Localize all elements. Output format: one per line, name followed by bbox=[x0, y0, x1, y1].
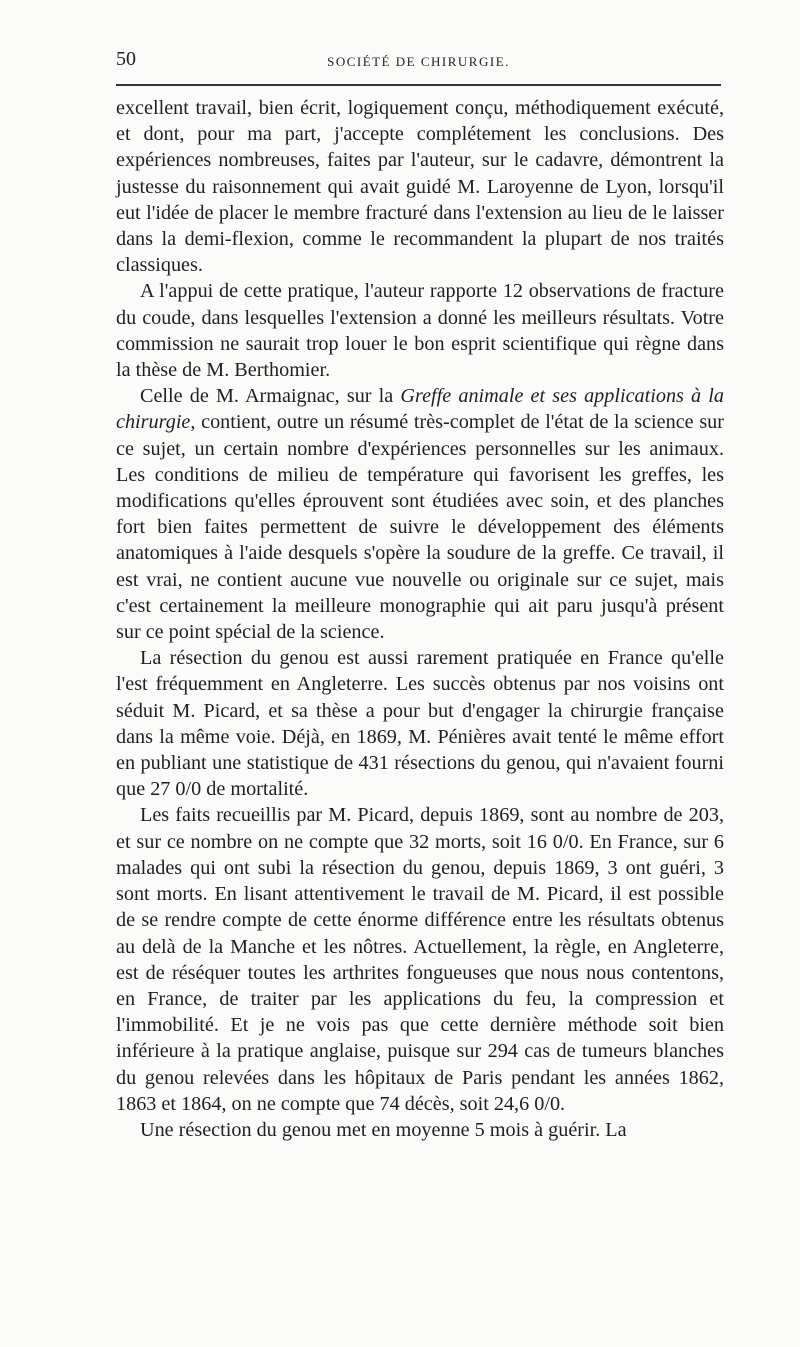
book-title: Greffe animale et ses applications à la chirurgie bbox=[116, 385, 724, 434]
page-number: 50 bbox=[116, 48, 136, 70]
body-text bbox=[116, 95, 724, 1143]
paragraph bbox=[116, 383, 724, 645]
paragraph: Les faits recueillis par M. Picard, depuis 1869, sont au nombre de 203, et sur ce nombre on ne compte que 32 morts, soit 16 0/0. En France, sur 6 malades qui ont subi la résection du genou, depuis 1869, 3 ont guéri, 3 sont morts. En lisant attentivement le travail de M. Picard, il est possible de se rendre compte de cette énorme différence entre les résultats obtenus au delà de la Manche et les nôtres. Actuellement, la règle, en Angleterre, est de réséquer toutes les arthrites fongueuses que nous nous contentons, en France, de traiter par les applications du feu, la compression et l'immobilité. Et je ne vois pas que cette dernière méthode soit bien inférieure à la pratique anglaise, puisque sur 294 cas de tumeurs blanches du genou relevées dans les hôpitaux de Paris pendant les années 1862, 1863 et 1864, on ne compte que 74 décès, soit 24,6 0/0. bbox=[116, 804, 724, 1115]
paragraph: excellent travail, bien écrit, logiquement conçu, méthodiquement exécuté, et dont, pour ma part, j'accepte complétement les conclusions. Des expériences nombreuses, faites par l'auteur, sur le cadavre, démontrent la justesse du raisonnement qui avait guidé M. Laroyenne de Lyon, lorsqu'il eut l'idée de placer le membre fracturé dans l'extension au lieu de le laisser dans la demi-flexion, comme le recommandent la plupart de nos traités classiques. bbox=[116, 97, 724, 277]
paragraph-text: Celle de M. Armaignac, sur la bbox=[140, 385, 401, 408]
paragraph: Une résection du genou met en moyenne 5 mois à guérir. La bbox=[140, 1118, 627, 1141]
paragraph-text: , contient, outre un résumé très-complet de l'état de la science sur ce sujet, un certain nombre d'expériences personnelles sur les animaux. Les conditions de milieu de température qui favorisent les greffes, les modifications qu'elles éprouvent sont étudiées avec soin, et des planches fort bien faites permettent de suivre le développement des éléments anatomiques à l'aide desquels s'opère la soudure de la greffe. Ce travail, il est vrai, ne contient aucune vue nouvelle ou originale sur ce sujet, mais c'est certainement la meilleure monographie qui ait paru jusqu'à présent sur ce point spécial de la science. bbox=[116, 411, 724, 644]
header-rule bbox=[116, 84, 721, 86]
paragraph: A l'appui de cette pratique, l'auteur rapporte 12 observations de fracture du coude, dans lesquelles l'extension a donné les meilleurs résultats. Votre commission ne saurait trop louer le bon esprit scientifique qui règne dans la thèse de M. Berthomier. bbox=[116, 280, 724, 382]
page-header bbox=[116, 46, 721, 76]
paragraph: La résection du genou est aussi rarement pratiquée en France qu'elle l'est fréquemment en Angleterre. Les succès obtenus par nos voisins ont séduit M. Picard, et sa thèse a pour but d'engager la chirurgie française dans la même voie. Déjà, en 1869, M. Pénières avait tenté le même effort en publiant une statistique de 431 résections du genou, qui n'avaient fourni que 27 0/0 de mortalité. bbox=[116, 647, 724, 801]
running-title: SOCIÉTÉ DE CHIRURGIE. bbox=[327, 54, 510, 69]
